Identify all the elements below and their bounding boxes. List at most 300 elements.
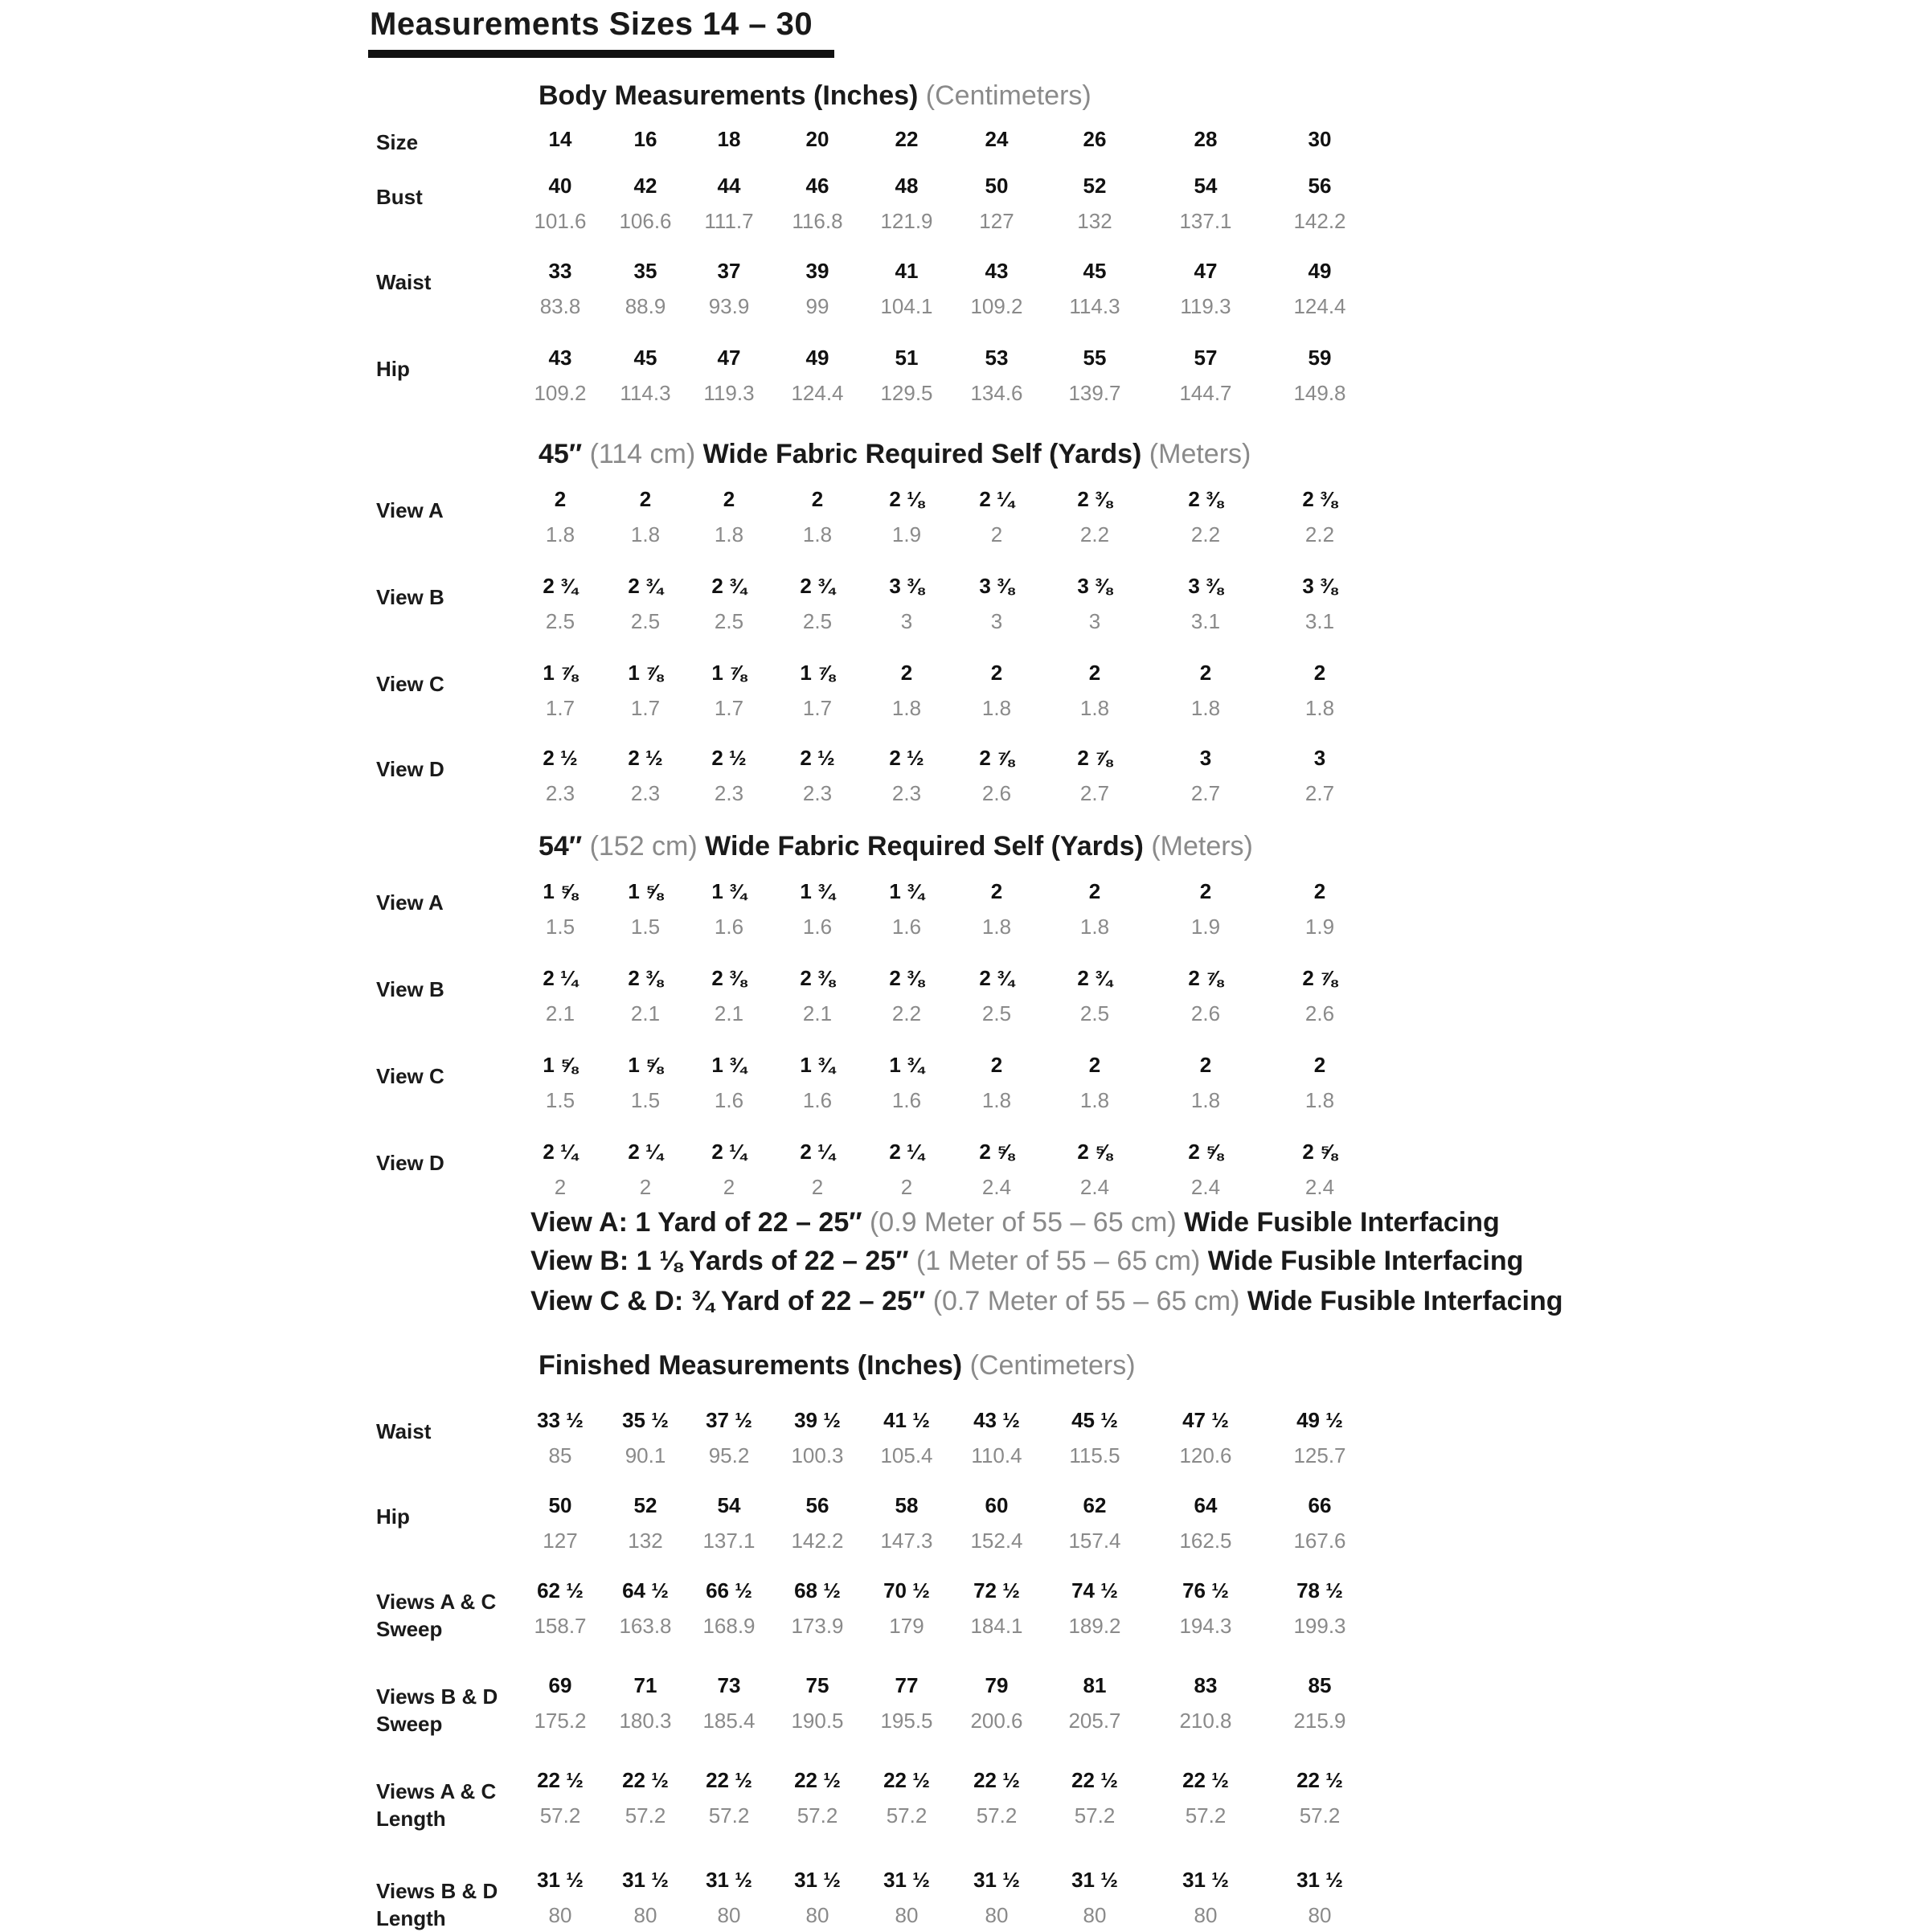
value-metric: 109.2 (970, 294, 1023, 318)
value-imperial: 31 ½ (1296, 1868, 1343, 1892)
value-metric: 1.8 (891, 696, 922, 720)
heading-title: Wide Fabric Required Self (Yards) (702, 439, 1149, 469)
heading-unit-metric: (Meters) (1149, 439, 1251, 469)
value-imperial: 2 ½ (800, 746, 835, 770)
value-imperial: 41 ½ (883, 1408, 930, 1432)
value-metric: 2.5 (630, 609, 661, 633)
value-metric: 57.2 (708, 1803, 750, 1828)
value-metric: 1.6 (714, 915, 744, 939)
value-imperial: 53 (985, 346, 1009, 370)
value-imperial: 56 (1308, 174, 1332, 198)
value-imperial: 2 ⅞ (979, 746, 1014, 770)
value-imperial: 3 (1313, 746, 1326, 770)
heading-title: Wide Fabric Required Self (Yards) (705, 831, 1152, 862)
value-imperial: 77 (895, 1673, 919, 1697)
value-imperial: 2 ½ (628, 746, 663, 770)
note-type: Wide Fusible Interfacing (1184, 1207, 1500, 1238)
interfacing-note (530, 1207, 1500, 1238)
value-imperial: 47 ½ (1182, 1408, 1229, 1432)
value-metric: 200.6 (970, 1709, 1023, 1733)
value-imperial: 2 (639, 487, 652, 511)
value-imperial: 2 (811, 487, 824, 511)
value-imperial: 50 (985, 174, 1009, 198)
value-metric: 142.2 (791, 1529, 844, 1553)
value-metric: 3 (900, 609, 913, 633)
value-metric: 80 (805, 1903, 829, 1927)
value-imperial: 3 ⅜ (1077, 574, 1112, 598)
value-imperial: 50 (548, 1493, 572, 1517)
value-metric: 80 (1083, 1903, 1107, 1927)
value-imperial: 22 ½ (706, 1768, 752, 1792)
value-metric: 57.2 (886, 1803, 928, 1828)
value-imperial: 79 (985, 1673, 1009, 1697)
value-imperial: 2 (990, 1053, 1003, 1077)
value-imperial: 1 ¾ (711, 1053, 747, 1077)
note-imperial: View A: 1 Yard of 22 – 25″ (530, 1207, 870, 1238)
value-metric: 184.1 (970, 1614, 1023, 1638)
value-metric: 2.1 (714, 1001, 744, 1025)
value-metric: 205.7 (1068, 1709, 1121, 1733)
value-imperial: 22 ½ (622, 1768, 669, 1792)
value-metric: 1.6 (802, 915, 833, 939)
value-metric: 2.5 (802, 609, 833, 633)
value-imperial: 22 (895, 127, 919, 151)
value-imperial: 39 (805, 259, 829, 283)
value-imperial: 14 (548, 127, 572, 151)
value-imperial: 2 ¾ (628, 574, 663, 598)
value-imperial: 2 ⅝ (1188, 1140, 1223, 1164)
value-metric: 120.6 (1179, 1443, 1232, 1467)
value-imperial: 2 ⅛ (889, 487, 924, 511)
value-imperial: 3 ⅜ (1188, 574, 1223, 598)
value-metric: 111.7 (704, 209, 754, 233)
value-imperial: 75 (805, 1673, 829, 1697)
value-metric: 1.9 (1190, 915, 1221, 939)
value-imperial: 1 ⅝ (543, 1053, 578, 1077)
value-imperial: 2 ⅜ (1188, 487, 1223, 511)
value-metric: 139.7 (1068, 381, 1121, 405)
value-metric: 80 (985, 1903, 1009, 1927)
value-metric: 149.8 (1293, 381, 1346, 405)
value-imperial: 81 (1083, 1673, 1107, 1697)
value-metric: 2 (990, 522, 1003, 546)
value-imperial: 1 ¾ (889, 879, 924, 903)
value-metric: 2 (554, 1175, 567, 1199)
heading-unit-metric: (Centimeters) (925, 80, 1091, 111)
value-metric: 173.9 (791, 1614, 844, 1638)
value-metric: 2.1 (630, 1001, 661, 1025)
value-metric: 180.3 (619, 1709, 672, 1733)
value-metric: 2.3 (802, 781, 833, 805)
value-metric: 57.2 (976, 1803, 1018, 1828)
value-imperial: 1 ¾ (711, 879, 747, 903)
value-imperial: 22 ½ (794, 1768, 841, 1792)
interfacing-note (530, 1246, 1523, 1277)
value-metric: 2.2 (891, 1001, 922, 1025)
value-metric: 1.8 (545, 522, 575, 546)
value-imperial: 46 (805, 174, 829, 198)
value-imperial: 3 ⅜ (979, 574, 1014, 598)
row-label: Waist (376, 1419, 432, 1443)
value-metric: 1.9 (891, 522, 922, 546)
value-metric: 1.5 (545, 1088, 575, 1112)
value-imperial: 31 ½ (794, 1868, 841, 1892)
row-label: View D (376, 757, 444, 781)
value-metric: 3.1 (1190, 609, 1221, 633)
value-metric: 2.7 (1079, 781, 1110, 805)
value-metric: 1.5 (545, 915, 575, 939)
value-metric: 109.2 (534, 381, 587, 405)
value-imperial: 2 ¼ (711, 1140, 747, 1164)
value-imperial: 47 (1194, 259, 1218, 283)
value-metric: 2.5 (1079, 1001, 1110, 1025)
value-imperial: 49 (1308, 259, 1332, 283)
value-imperial: 1 ¾ (889, 1053, 924, 1077)
value-imperial: 54 (717, 1493, 741, 1517)
value-metric: 124.4 (791, 381, 844, 405)
value-imperial: 64 (1194, 1493, 1218, 1517)
row-label: Views B & D Length (376, 1879, 498, 1930)
value-imperial: 18 (717, 127, 741, 151)
value-metric: 2.3 (545, 781, 575, 805)
value-metric: 2.3 (714, 781, 744, 805)
value-imperial: 78 ½ (1296, 1578, 1343, 1602)
value-metric: 1.8 (1190, 1088, 1221, 1112)
row-label: Views A & C Sweep (376, 1590, 497, 1641)
value-imperial: 2 (990, 661, 1003, 685)
value-metric: 3.1 (1304, 609, 1335, 633)
value-imperial: 44 (717, 174, 741, 198)
value-metric: 2.2 (1304, 522, 1335, 546)
value-imperial: 2 (1199, 879, 1212, 903)
value-metric: 80 (633, 1903, 657, 1927)
value-imperial: 56 (805, 1493, 829, 1517)
value-metric: 1.8 (714, 522, 744, 546)
value-metric: 105.4 (880, 1443, 933, 1467)
value-imperial: 28 (1194, 127, 1218, 151)
value-imperial: 73 (717, 1673, 741, 1697)
value-metric: 104.1 (880, 294, 933, 318)
value-imperial: 22 ½ (1071, 1768, 1118, 1792)
value-imperial: 33 ½ (537, 1408, 584, 1432)
value-metric: 3 (990, 609, 1003, 633)
value-imperial: 3 ⅜ (889, 574, 924, 598)
value-metric: 195.5 (880, 1709, 933, 1733)
value-imperial: 31 ½ (1182, 1868, 1229, 1892)
value-metric: 124.4 (1293, 294, 1346, 318)
value-imperial: 3 ⅜ (1302, 574, 1337, 598)
value-imperial: 22 ½ (1182, 1768, 1229, 1792)
value-imperial: 2 (554, 487, 567, 511)
heading-unit-metric: (Centimeters) (969, 1350, 1136, 1381)
value-imperial: 2 ¾ (800, 574, 835, 598)
value-imperial: 2 (900, 661, 913, 685)
value-metric: 99 (805, 294, 829, 318)
value-metric: 121.9 (880, 209, 933, 233)
value-metric: 2 (639, 1175, 652, 1199)
value-metric: 90.1 (625, 1443, 666, 1467)
value-metric: 158.7 (534, 1614, 587, 1638)
value-metric: 2.7 (1304, 781, 1335, 805)
value-imperial: 2 ½ (889, 746, 924, 770)
value-imperial: 71 (633, 1673, 657, 1697)
value-metric: 125.7 (1293, 1443, 1346, 1467)
value-metric: 162.5 (1179, 1529, 1232, 1553)
value-metric: 1.9 (1304, 915, 1335, 939)
value-metric: 2.7 (1190, 781, 1221, 805)
heading-width: 54″ (539, 831, 590, 862)
value-imperial: 2 ⅜ (889, 966, 924, 990)
value-imperial: 2 ⅜ (1077, 487, 1112, 511)
heading-unit-metric: (Meters) (1151, 831, 1253, 862)
value-imperial: 43 (548, 346, 572, 370)
value-imperial: 2 ¼ (889, 1140, 924, 1164)
value-metric: 1.7 (545, 696, 575, 720)
value-imperial: 31 ½ (622, 1868, 669, 1892)
value-imperial: 2 ¼ (628, 1140, 663, 1164)
value-imperial: 2 (1313, 1053, 1326, 1077)
value-metric: 114.3 (1069, 294, 1120, 318)
value-metric: 1.7 (630, 696, 661, 720)
note-metric: (0.9 Meter of 55 – 65 cm) (869, 1207, 1185, 1238)
value-metric: 93.9 (708, 294, 750, 318)
value-imperial: 52 (1083, 174, 1107, 198)
value-imperial: 59 (1308, 346, 1332, 370)
row-label: Views A & C Length (376, 1779, 497, 1831)
value-imperial: 2 ¾ (543, 574, 578, 598)
value-imperial: 2 (990, 879, 1003, 903)
value-metric: 168.9 (702, 1614, 756, 1638)
value-metric: 1.8 (630, 522, 661, 546)
value-imperial: 69 (548, 1673, 572, 1697)
value-imperial: 60 (985, 1493, 1009, 1517)
value-imperial: 2 ⅝ (1077, 1140, 1112, 1164)
page-title: Measurements Sizes 14 – 30 (370, 6, 813, 42)
value-imperial: 16 (633, 127, 657, 151)
value-imperial: 1 ⅞ (543, 661, 578, 685)
value-imperial: 22 ½ (1296, 1768, 1343, 1792)
value-imperial: 26 (1083, 127, 1107, 151)
value-metric: 106.6 (619, 209, 672, 233)
value-imperial: 22 ½ (883, 1768, 930, 1792)
row-label: Views B & D Sweep (376, 1684, 498, 1736)
value-metric: 115.5 (1069, 1443, 1120, 1467)
value-imperial: 31 ½ (706, 1868, 752, 1892)
value-imperial: 2 ⅜ (800, 966, 835, 990)
value-metric: 80 (895, 1903, 919, 1927)
row-label: View A (376, 890, 444, 915)
value-metric: 189.2 (1068, 1614, 1121, 1638)
value-imperial: 41 (895, 259, 919, 283)
value-imperial: 70 ½ (883, 1578, 930, 1602)
value-metric: 147.3 (880, 1529, 933, 1553)
value-imperial: 55 (1083, 346, 1107, 370)
note-metric: (0.7 Meter of 55 – 65 cm) (932, 1286, 1247, 1316)
row-label: View B (376, 977, 444, 1001)
value-metric: 57.2 (1074, 1803, 1116, 1828)
value-metric: 137.1 (702, 1529, 756, 1553)
value-metric: 2.4 (1079, 1175, 1110, 1199)
value-imperial: 31 ½ (973, 1868, 1020, 1892)
value-imperial: 47 (717, 346, 741, 370)
value-imperial: 66 ½ (706, 1578, 752, 1602)
value-imperial: 49 ½ (1296, 1408, 1343, 1432)
value-imperial: 2 ⅝ (1302, 1140, 1337, 1164)
value-metric: 132 (1077, 209, 1112, 233)
value-metric: 80 (1308, 1903, 1332, 1927)
value-imperial: 72 ½ (973, 1578, 1020, 1602)
value-imperial: 3 (1199, 746, 1212, 770)
row-label: View C (376, 1064, 444, 1088)
value-metric: 127 (979, 209, 1014, 233)
value-imperial: 2 ⅜ (711, 966, 747, 990)
value-metric: 152.4 (970, 1529, 1023, 1553)
value-imperial: 24 (985, 127, 1009, 151)
interfacing-note (530, 1286, 1563, 1317)
value-metric: 1.5 (630, 1088, 661, 1112)
value-imperial: 64 ½ (622, 1578, 669, 1602)
value-metric: 57.2 (539, 1803, 581, 1828)
value-imperial: 2 ¾ (711, 574, 747, 598)
value-imperial: 54 (1194, 174, 1218, 198)
value-metric: 199.3 (1293, 1614, 1346, 1638)
value-imperial: 43 ½ (973, 1408, 1020, 1432)
value-imperial: 2 (723, 487, 735, 511)
section-heading-finished (539, 1350, 1136, 1381)
note-imperial: View C & D: ¾ Yard of 22 – 25″ (530, 1286, 933, 1316)
value-imperial: 42 (633, 174, 657, 198)
value-imperial: 57 (1194, 346, 1218, 370)
value-metric: 1.8 (1079, 696, 1110, 720)
value-metric: 2.4 (981, 1175, 1012, 1199)
row-label: View A (376, 498, 444, 522)
value-metric: 1.6 (714, 1088, 744, 1112)
value-imperial: 31 ½ (883, 1868, 930, 1892)
value-metric: 83.8 (539, 294, 581, 318)
heading-width: 45″ (539, 439, 590, 469)
value-imperial: 1 ¾ (800, 1053, 835, 1077)
value-imperial: 20 (805, 127, 829, 151)
value-metric: 114.3 (620, 381, 671, 405)
value-imperial: 68 ½ (794, 1578, 841, 1602)
value-imperial: 2 (1088, 1053, 1101, 1077)
value-imperial: 51 (895, 346, 919, 370)
value-metric: 2.1 (545, 1001, 575, 1025)
value-metric: 1.6 (891, 915, 922, 939)
value-metric: 80 (1194, 1903, 1218, 1927)
value-metric: 57.2 (797, 1803, 838, 1828)
value-imperial: 37 (717, 259, 741, 283)
value-imperial: 1 ⅝ (543, 879, 578, 903)
value-imperial: 35 ½ (622, 1408, 669, 1432)
value-metric: 1.5 (630, 915, 661, 939)
value-imperial: 58 (895, 1493, 919, 1517)
value-imperial: 49 (805, 346, 829, 370)
value-imperial: 85 (1308, 1673, 1332, 1697)
value-metric: 1.8 (1304, 696, 1335, 720)
value-imperial: 2 ⅝ (979, 1140, 1014, 1164)
value-metric: 2.1 (802, 1001, 833, 1025)
value-metric: 2.2 (1190, 522, 1221, 546)
value-metric: 1.8 (1079, 915, 1110, 939)
value-metric: 1.8 (981, 696, 1012, 720)
value-imperial: 1 ⅞ (800, 661, 835, 685)
value-imperial: 2 (1313, 661, 1326, 685)
value-imperial: 33 (548, 259, 572, 283)
value-imperial: 1 ¾ (800, 879, 835, 903)
value-imperial: 2 ¼ (800, 1140, 835, 1164)
value-metric: 2.3 (891, 781, 922, 805)
value-metric: 163.8 (619, 1614, 672, 1638)
value-metric: 1.8 (1190, 696, 1221, 720)
value-metric: 132 (628, 1529, 663, 1553)
value-metric: 194.3 (1179, 1614, 1232, 1638)
value-metric: 2.2 (1079, 522, 1110, 546)
value-metric: 1.8 (981, 915, 1012, 939)
value-metric: 190.5 (791, 1709, 844, 1733)
note-metric: (1 Meter of 55 – 65 cm) (915, 1246, 1208, 1276)
section-heading-fabric54 (539, 831, 1253, 862)
value-metric: 2 (723, 1175, 735, 1199)
value-metric: 215.9 (1293, 1709, 1346, 1733)
value-imperial: 1 ⅝ (628, 879, 663, 903)
value-imperial: 2 ¾ (1077, 966, 1112, 990)
value-imperial: 1 ⅞ (628, 661, 663, 685)
row-label: Hip (376, 357, 410, 381)
value-imperial: 52 (633, 1493, 657, 1517)
value-metric: 167.6 (1293, 1529, 1346, 1553)
value-metric: 2.5 (545, 609, 575, 633)
value-imperial: 2 ½ (543, 746, 578, 770)
heading-width-metric: (114 cm) (589, 439, 703, 469)
value-metric: 110.4 (971, 1443, 1022, 1467)
row-label: Bust (376, 185, 423, 209)
value-metric: 2.6 (1190, 1001, 1221, 1025)
value-imperial: 40 (548, 174, 572, 198)
row-label: Waist (376, 270, 432, 294)
value-imperial: 31 ½ (537, 1868, 584, 1892)
value-metric: 116.8 (792, 209, 843, 233)
value-metric: 2.5 (981, 1001, 1012, 1025)
value-metric: 2.4 (1190, 1175, 1221, 1199)
value-imperial: 22 ½ (973, 1768, 1020, 1792)
value-metric: 57.2 (1185, 1803, 1227, 1828)
value-imperial: 35 (633, 259, 657, 283)
value-metric: 2 (811, 1175, 824, 1199)
value-imperial: 2 ⅞ (1077, 746, 1112, 770)
note-imperial: View B: 1 ⅛ Yards of 22 – 25″ (530, 1246, 916, 1276)
section-heading-fabric45 (539, 439, 1251, 470)
value-metric: 3 (1088, 609, 1101, 633)
value-imperial: 2 ⅞ (1302, 966, 1337, 990)
value-metric: 80 (548, 1903, 572, 1927)
value-imperial: 74 ½ (1071, 1578, 1118, 1602)
value-imperial: 2 (1199, 1053, 1212, 1077)
value-imperial: 2 ¼ (979, 487, 1014, 511)
value-imperial: 2 (1199, 661, 1212, 685)
value-imperial: 2 ½ (711, 746, 747, 770)
value-imperial: 2 (1313, 879, 1326, 903)
value-metric: 157.4 (1068, 1529, 1121, 1553)
value-metric: 134.6 (970, 381, 1023, 405)
value-metric: 1.6 (802, 1088, 833, 1112)
value-metric: 129.5 (880, 381, 933, 405)
value-imperial: 22 ½ (537, 1768, 584, 1792)
value-imperial: 76 ½ (1182, 1578, 1229, 1602)
value-metric: 119.3 (703, 381, 755, 405)
value-imperial: 43 (985, 259, 1009, 283)
value-metric: 95.2 (708, 1443, 750, 1467)
